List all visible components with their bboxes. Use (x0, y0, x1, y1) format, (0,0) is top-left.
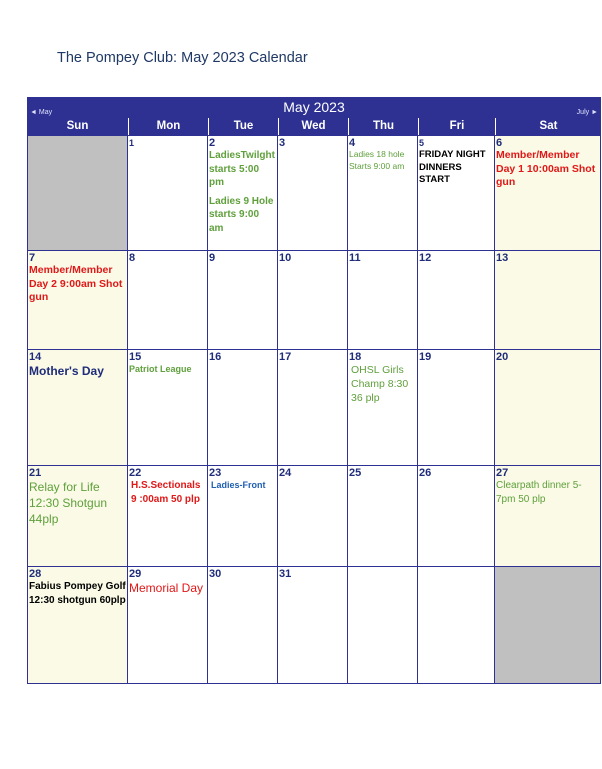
day-cell-1[interactable] (128, 135, 208, 250)
day-number: 25 (349, 467, 362, 479)
event-friday-night-dinners: FRIDAY NIGHT DINNERS START (419, 149, 486, 185)
day-cell-16[interactable] (208, 349, 278, 465)
day-number: 1 (129, 138, 135, 148)
day-number: 9 (209, 252, 216, 264)
event-ladies-9-hole: Ladies 9 Hole starts 9:00 am (209, 195, 274, 234)
day-number: 7 (29, 252, 36, 264)
day-cell-9[interactable] (208, 250, 278, 349)
day-cell-4[interactable] (348, 135, 418, 250)
event-patriot-league: Patriot League (129, 364, 192, 374)
day-cell-20[interactable] (495, 349, 601, 465)
day-cell-21[interactable] (28, 465, 128, 566)
day-number: 21 (29, 467, 42, 479)
day-cell-27[interactable] (495, 465, 601, 566)
day-number: 14 (29, 351, 42, 363)
day-number: 22 (129, 467, 142, 479)
month-title: May 2023 (283, 99, 345, 115)
day-cell-25[interactable] (348, 465, 418, 566)
day-cell-22[interactable] (128, 465, 208, 566)
day-number: 12 (419, 252, 432, 264)
weekday-thu: Thu (348, 118, 418, 135)
day-number: 2 (209, 137, 216, 149)
page-title: The Pompey Club: May 2023 Calendar (57, 50, 308, 66)
event-ladies-18-hole: Ladies 18 hole Starts 9:00 am (349, 149, 405, 171)
weekday-tue: Tue (208, 118, 278, 135)
day-cell-11[interactable] (348, 250, 418, 349)
day-number: 17 (279, 351, 292, 363)
day-number: 5 (419, 138, 425, 148)
day-number: 30 (209, 568, 222, 580)
day-cell-14[interactable] (28, 349, 128, 465)
day-number: 11 (349, 252, 361, 264)
event-mothers-day: Mother's Day (29, 364, 104, 378)
day-number: 16 (209, 351, 222, 363)
day-cell-15[interactable] (128, 349, 208, 465)
day-number: 20 (496, 351, 509, 363)
day-cell-3[interactable] (278, 135, 348, 250)
day-cell-28[interactable] (28, 566, 128, 683)
day-number: 8 (129, 252, 136, 264)
weekday-sat: Sat (495, 118, 601, 135)
day-cell-31[interactable] (278, 566, 348, 683)
event-member-member-day-2: Member/Member Day 2 9:00am Shot gun (29, 264, 123, 303)
day-cell-24[interactable] (278, 465, 348, 566)
day-cell-19[interactable] (418, 349, 495, 465)
day-number: 24 (279, 467, 292, 479)
day-number: 23 (209, 467, 222, 479)
day-number: 3 (279, 137, 286, 149)
day-number: 4 (349, 137, 356, 149)
empty-day-cell (348, 566, 418, 683)
day-cell-12[interactable] (418, 250, 495, 349)
day-number: 19 (419, 351, 432, 363)
calendar (27, 97, 601, 684)
day-number: 31 (279, 568, 292, 580)
event-ladies-front: Ladies-Front (211, 480, 266, 490)
day-cell-23[interactable] (208, 465, 278, 566)
day-cell-29[interactable] (128, 566, 208, 683)
day-number: 28 (29, 568, 42, 580)
day-number: 10 (279, 252, 292, 264)
empty-day-cell (28, 135, 128, 250)
day-cell-2[interactable] (208, 135, 278, 250)
event-memorial-day: Memorial Day (129, 581, 204, 595)
day-number: 13 (496, 252, 509, 264)
calendar-header (27, 97, 601, 118)
event-member-member-day-1: Member/Member Day 1 10:00am Shot gun (496, 149, 596, 188)
day-cell-18[interactable] (348, 349, 418, 465)
event-fabius-pompey-golf: Fabius Pompey Golf 12:30 shotgun 60plp (29, 581, 126, 606)
empty-day-cell (495, 566, 601, 683)
day-cell-13[interactable] (495, 250, 601, 349)
day-number: 6 (496, 137, 503, 149)
next-month-link[interactable]: July ► (576, 109, 598, 116)
weekday-mon: Mon (128, 118, 208, 135)
day-number: 18 (349, 351, 362, 363)
day-cell-8[interactable] (128, 250, 208, 349)
weekday-fri: Fri (418, 118, 495, 135)
event-relay-for-life: Relay for Life 12:30 Shotgun 44plp (29, 480, 108, 526)
event-hs-sectionals: H.S.Sectionals 9 :00am 50 plp (131, 480, 201, 505)
day-cell-10[interactable] (278, 250, 348, 349)
day-cell-7[interactable] (28, 250, 128, 349)
empty-day-cell (418, 566, 495, 683)
event-ladies-twilight: LadiesTwilght starts 5:00 pm (209, 150, 275, 188)
day-number: 15 (129, 351, 142, 363)
day-cell-5[interactable] (418, 135, 495, 250)
day-cell-17[interactable] (278, 349, 348, 465)
prev-month-link[interactable]: ◄ May (30, 109, 53, 116)
event-clearpath-dinner: Clearpath dinner 5-7pm 50 plp (496, 480, 582, 505)
calendar-grid (27, 135, 601, 684)
day-number: 27 (496, 467, 509, 479)
day-number: 29 (129, 568, 142, 580)
day-cell-26[interactable] (418, 465, 495, 566)
weekday-wed: Wed (278, 118, 348, 135)
day-cell-6[interactable] (495, 135, 601, 250)
day-number: 26 (419, 467, 432, 479)
event-ohsl-girls-champ: OHSL Girls Champ 8:30 36 plp (351, 364, 409, 404)
day-cell-30[interactable] (208, 566, 278, 683)
weekday-sun: Sun (27, 118, 128, 135)
